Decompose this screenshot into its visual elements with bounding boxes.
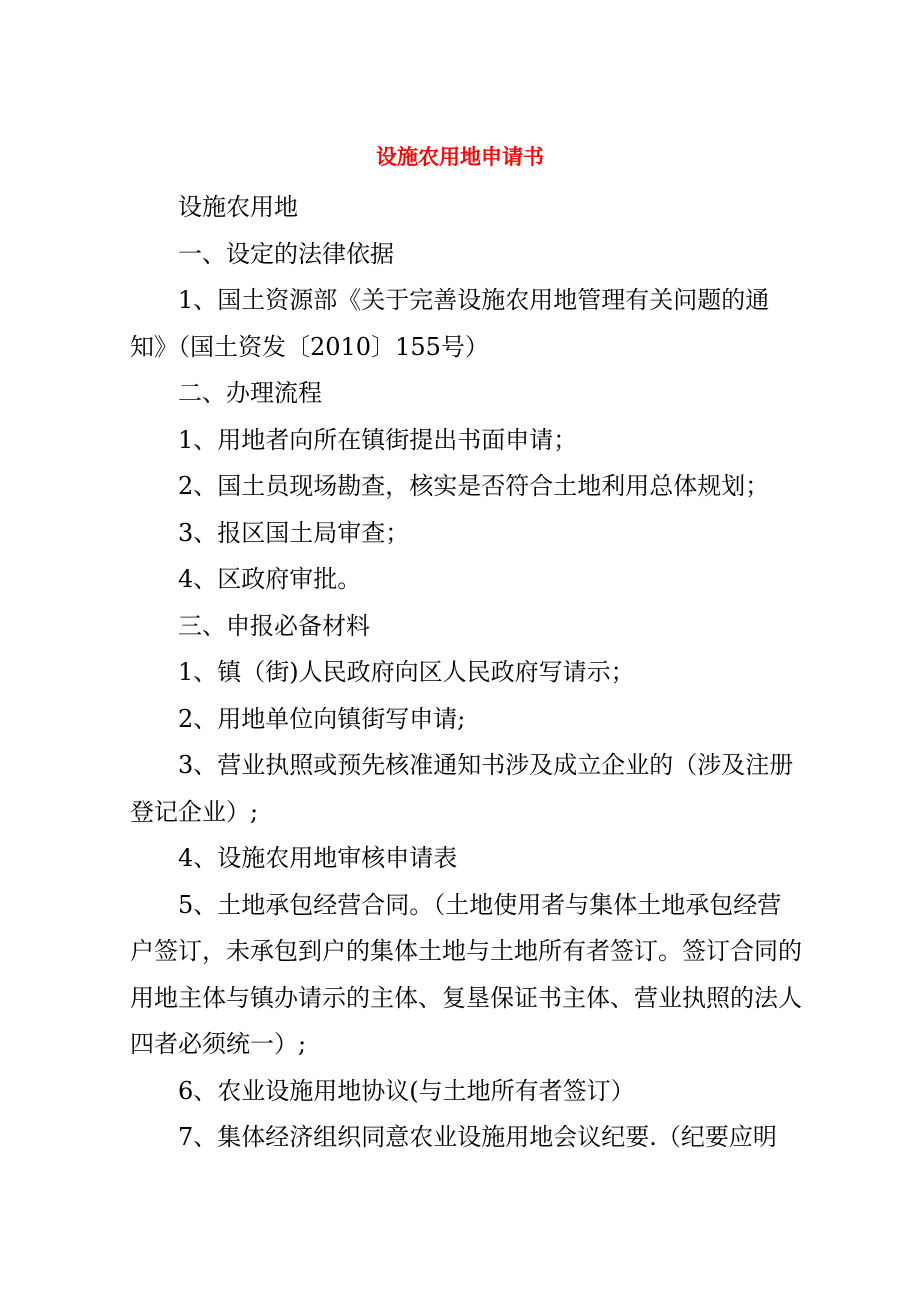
document-body	[130, 184, 802, 1161]
section-heading-process: 二、办理流程	[178, 379, 322, 407]
section-subtitle: 设施农用地	[178, 193, 298, 221]
document-title: 设施农用地申请书	[376, 145, 544, 169]
material-item: 6、农业设施用地协议(与土地所有者签订）	[178, 1076, 635, 1105]
material-item: 7、集体经济组织同意农业设施用地会议纪要.（纪要应明	[178, 1123, 777, 1151]
process-step: 3、报区国土局审查；	[178, 518, 410, 547]
process-step: 1、用地者向所在镇街提出书面申请；	[178, 425, 578, 454]
process-step: 2、国土员现场勘查，核实是否符合土地利用总体规划；	[178, 472, 770, 500]
section-heading-legal-basis: 一、设定的法律依据	[178, 239, 394, 268]
section-heading-materials: 三、申报必备材料	[178, 611, 370, 640]
material-item: 4、设施农用地审核申请表	[178, 844, 458, 872]
legal-basis-item: 1、国土资源部《关于完善设施农用地管理有关问题的通知》（国土资发〔2010〕155号）	[130, 286, 770, 361]
process-step: 4、区政府审批。	[178, 565, 362, 593]
material-item: 2、用地单位向镇街写申请;	[178, 704, 466, 733]
material-item: 1、镇（街)人民政府向区人民政府写请示；	[178, 658, 635, 686]
material-item: 3、营业执照或预先核准通知书涉及成立企业的（涉及注册登记企业）;	[130, 751, 794, 826]
material-item: 5、土地承包经营合同。（土地使用者与集体土地承包经营户签订，未承包到户的集体土地与土地所有者签订。签订合同的用地主体与镇办请示的主体、复垦保证书主体、营业执照的法人四者必须统一）;	[130, 890, 802, 1058]
